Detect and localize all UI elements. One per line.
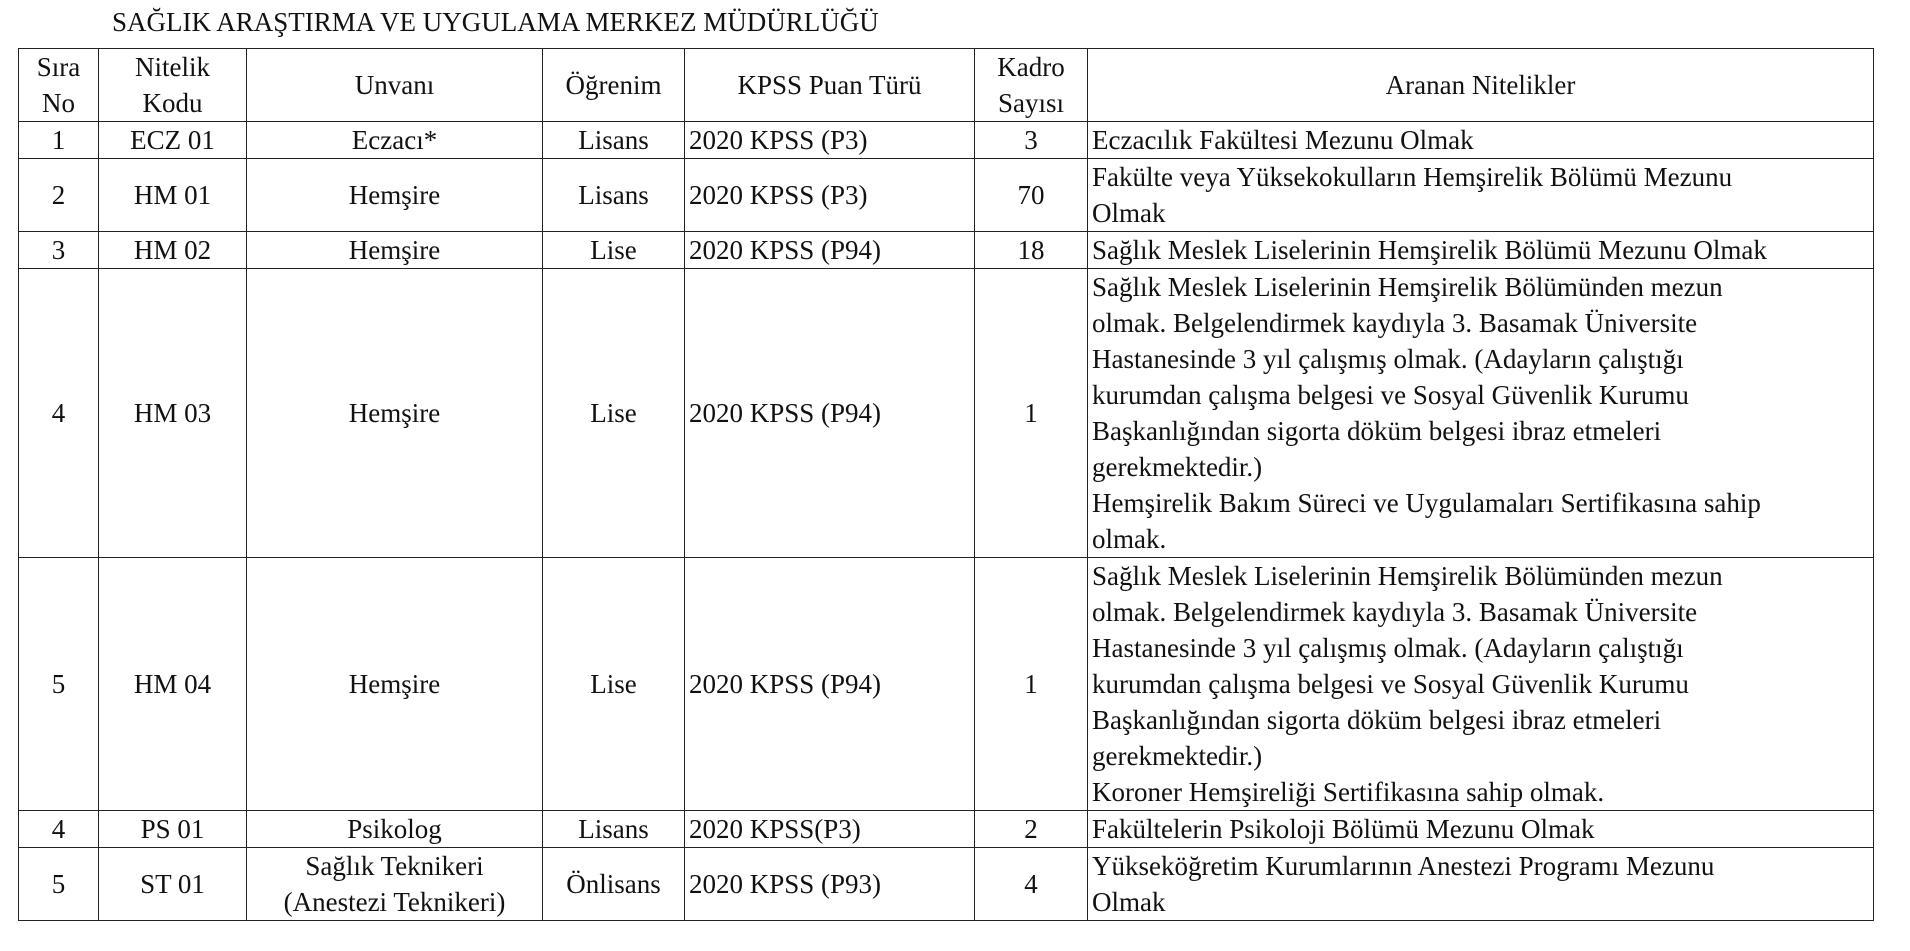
header-sira-no: Sıra No: [19, 49, 99, 122]
cell-sira-no: 5: [19, 848, 99, 921]
cell-aranan-nitelikler: Yükseköğretim Kurumlarının Anestezi Programı Mezunu Olmak: [1088, 848, 1874, 921]
cell-nitelik-kodu: HM 02: [99, 232, 247, 269]
table-row: [19, 558, 1874, 811]
header-ogrenim: Öğrenim: [543, 49, 685, 122]
table-header-row: [19, 49, 1874, 122]
cell-unvani: Hemşire: [247, 159, 543, 232]
cell-kpss-puan-turu: 2020 KPSS (P94): [685, 232, 975, 269]
header-unvani: Unvanı: [247, 49, 543, 122]
cell-kpss-puan-turu: 2020 KPSS(P3): [685, 811, 975, 848]
cell-nitelik-kodu: HM 04: [99, 558, 247, 811]
table-row: [19, 232, 1874, 269]
document-title: SAĞLIK ARAŞTIRMA VE UYGULAMA MERKEZ MÜDÜRLÜĞÜ: [112, 7, 879, 37]
cell-aranan-nitelikler: Sağlık Meslek Liselerinin Hemşirelik Bölümünden mezun olmak. Belgelendirmek kaydıyla 3. Basamak Üniversite Hastanesinde 3 yıl çalışmış olmak. (Adayların çalıştığı kurumdan çalışma belgesi ve Sosyal Güvenlik Kurumu Başkanlığından sigorta döküm belgesi ibraz etmeleri gerekmektedir.) Koroner Hemşireliği Sertifikasına sahip olmak.: [1088, 558, 1874, 811]
cell-kpss-puan-turu: 2020 KPSS (P93): [685, 848, 975, 921]
cell-unvani: Hemşire: [247, 232, 543, 269]
cell-nitelik-kodu: ST 01: [99, 848, 247, 921]
cell-aranan-nitelikler: Sağlık Meslek Liselerinin Hemşirelik Bölümünden mezun olmak. Belgelendirmek kaydıyla 3. Basamak Üniversite Hastanesinde 3 yıl çalışmış olmak. (Adayların çalıştığı kurumdan çalışma belgesi ve Sosyal Güvenlik Kurumu Başkanlığından sigorta döküm belgesi ibraz etmeleri gerekmektedir.) Hemşirelik Bakım Süreci ve Uygulamaları Sertifikasına sahip olmak.: [1088, 269, 1874, 558]
cell-unvani: Psikolog: [247, 811, 543, 848]
cell-unvani: Eczacı*: [247, 122, 543, 159]
cell-kpss-puan-turu: 2020 KPSS (P94): [685, 558, 975, 811]
cell-ogrenim: Lise: [543, 558, 685, 811]
header-kpss-puan-turu: KPSS Puan Türü: [685, 49, 975, 122]
cell-sira-no: 4: [19, 269, 99, 558]
cell-kadro-sayisi: 70: [975, 159, 1088, 232]
table-row: [19, 848, 1874, 921]
cell-aranan-nitelikler: Sağlık Meslek Liselerinin Hemşirelik Bölümü Mezunu Olmak: [1088, 232, 1874, 269]
cell-ogrenim: Önlisans: [543, 848, 685, 921]
cell-kpss-puan-turu: 2020 KPSS (P94): [685, 269, 975, 558]
table-row: [19, 159, 1874, 232]
cell-ogrenim: Lisans: [543, 159, 685, 232]
cell-kadro-sayisi: 1: [975, 269, 1088, 558]
cell-aranan-nitelikler: Fakülte veya Yüksekokulların Hemşirelik Bölümü Mezunu Olmak: [1088, 159, 1874, 232]
header-nitelik-kodu: Nitelik Kodu: [99, 49, 247, 122]
staff-requirements-table: [18, 48, 1874, 921]
cell-sira-no: 2: [19, 159, 99, 232]
cell-nitelik-kodu: HM 01: [99, 159, 247, 232]
cell-ogrenim: Lisans: [543, 122, 685, 159]
cell-kadro-sayisi: 2: [975, 811, 1088, 848]
table-row: [19, 269, 1874, 558]
cell-kadro-sayisi: 1: [975, 558, 1088, 811]
cell-kadro-sayisi: 3: [975, 122, 1088, 159]
header-kadro-sayisi: Kadro Sayısı: [975, 49, 1088, 122]
cell-aranan-nitelikler: Eczacılık Fakültesi Mezunu Olmak: [1088, 122, 1874, 159]
cell-unvani: Hemşire: [247, 558, 543, 811]
cell-sira-no: 1: [19, 122, 99, 159]
cell-kadro-sayisi: 4: [975, 848, 1088, 921]
table-row: [19, 122, 1874, 159]
table-row: [19, 811, 1874, 848]
cell-sira-no: 4: [19, 811, 99, 848]
cell-aranan-nitelikler: Fakültelerin Psikoloji Bölümü Mezunu Olmak: [1088, 811, 1874, 848]
cell-kpss-puan-turu: 2020 KPSS (P3): [685, 159, 975, 232]
cell-sira-no: 3: [19, 232, 99, 269]
cell-unvani: Sağlık Teknikeri (Anestezi Teknikeri): [247, 848, 543, 921]
cell-sira-no: 5: [19, 558, 99, 811]
cell-nitelik-kodu: HM 03: [99, 269, 247, 558]
header-aranan-nitelikler: Aranan Nitelikler: [1088, 49, 1874, 122]
cell-ogrenim: Lise: [543, 269, 685, 558]
cell-nitelik-kodu: PS 01: [99, 811, 247, 848]
cell-unvani: Hemşire: [247, 269, 543, 558]
cell-nitelik-kodu: ECZ 01: [99, 122, 247, 159]
cell-ogrenim: Lise: [543, 232, 685, 269]
cell-kadro-sayisi: 18: [975, 232, 1088, 269]
cell-ogrenim: Lisans: [543, 811, 685, 848]
cell-kpss-puan-turu: 2020 KPSS (P3): [685, 122, 975, 159]
